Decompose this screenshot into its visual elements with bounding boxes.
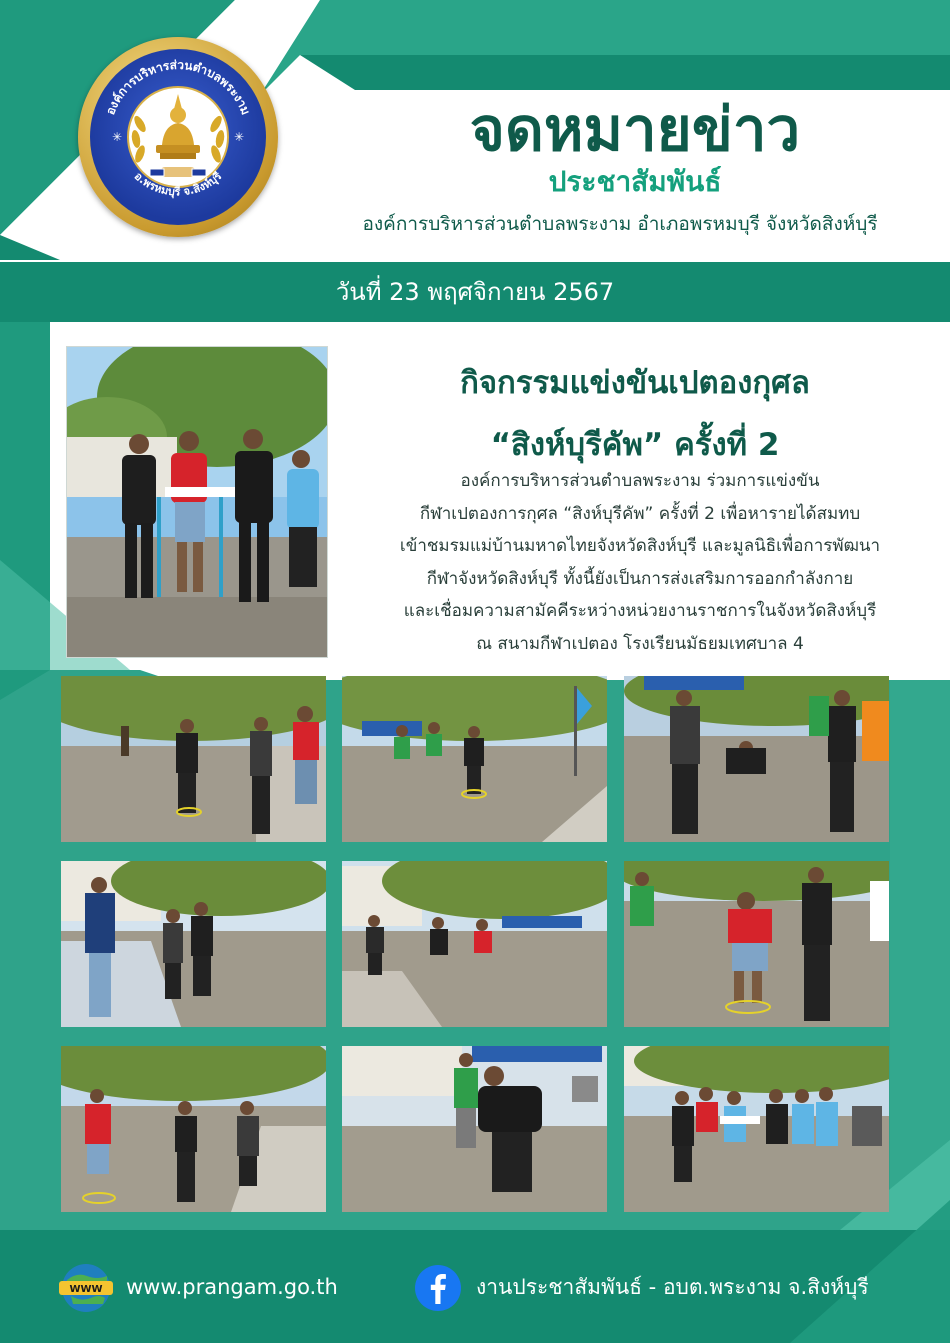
body-line: กีฬาเปตองการกุศล “สิงห์บุรีคัพ” ครั้งที่ 2 เพื่อหารายได้สมทบ <box>419 503 861 524</box>
main-photo <box>66 346 328 658</box>
article-headline <box>360 352 910 476</box>
article-body <box>350 465 930 660</box>
website-link[interactable]: www.prangam.go.th <box>126 1275 338 1299</box>
facebook-page-link[interactable]: งานประชาสัมพันธ์ - อบต.พระงาม จ.สิงห์บุรี <box>476 1275 869 1299</box>
body-line: กีฬาจังหวัดสิงห์บุรี ทั้งนี้ยังเป็นการส่งเสริมการออกกำลังกาย <box>426 568 854 589</box>
body-line: ณ สนามกีฬาเปตอง โรงเรียนมัธยมเทศบาล 4 <box>476 633 804 654</box>
logo-emblem <box>90 49 266 225</box>
gallery-photo <box>61 861 326 1027</box>
handshake-icon <box>150 167 206 177</box>
star-icon: ✳ <box>234 130 245 144</box>
gallery-photo <box>61 676 326 842</box>
globe-label: WWW <box>69 1284 103 1295</box>
gallery-photo <box>624 861 889 1027</box>
headline-line-1: กิจกรรมแข่งขันเปตองกุศล <box>460 365 810 401</box>
gallery-photo <box>342 1046 607 1212</box>
gallery-photo <box>342 861 607 1027</box>
gallery-photo <box>61 1046 326 1212</box>
headline-line-2: “สิงห์บุรีคัพ” ครั้งที่ 2 <box>490 427 780 463</box>
gallery-photo <box>624 1046 889 1212</box>
star-icon: ✳ <box>112 130 123 144</box>
gallery-photo <box>342 676 607 842</box>
globe-icon[interactable] <box>57 1262 115 1314</box>
newsletter-subtitle: ประชาสัมพันธ์ <box>548 165 722 198</box>
body-line: เข้าชมรมแม่บ้านมหาดไทยจังหวัดสิงห์บุรี และมูลนิธิเพื่อการพัฒนา <box>399 536 881 556</box>
logo-ring-text-top: องค์การบริหารส่วนตำบลพระงาม <box>103 57 253 117</box>
organization-name: องค์การบริหารส่วนตำบลพระงาม อำเภอพรหมบุรี จังหวัดสิงห์บุรี <box>362 213 878 235</box>
gallery-photo <box>624 676 889 842</box>
body-line: และเชื่อมความสามัคคีระหว่างหน่วยงานราชการในจังหวัดสิงห์บุรี <box>403 601 877 621</box>
body-line: องค์การบริหารส่วนตำบลพระงาม ร่วมการแข่งขัน <box>460 471 820 491</box>
logo-ring <box>90 49 266 225</box>
logo-ring-text-bottom: อ.พรหมบุรี จ.สิงห์บุรี <box>131 169 225 199</box>
facebook-icon[interactable] <box>414 1264 462 1312</box>
newsletter-title: จดหมายข่าว <box>469 95 801 165</box>
date-text: วันที่ 23 พฤศจิกายน 2567 <box>335 278 615 306</box>
organization-logo <box>78 37 278 237</box>
